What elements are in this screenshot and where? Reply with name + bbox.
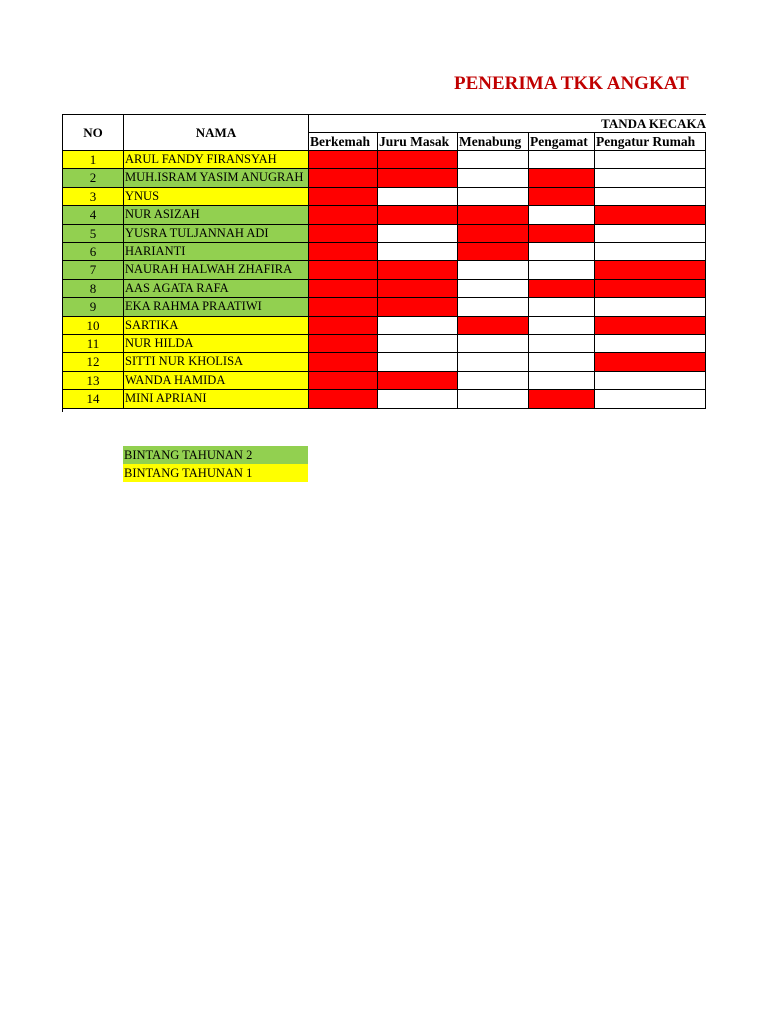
row-no: 8: [63, 280, 124, 298]
header-col: Menabung: [458, 133, 529, 151]
badge-empty-cell: [595, 390, 706, 409]
badge-empty-cell: [529, 298, 595, 317]
badge-earned-cell: [458, 243, 529, 261]
badge-earned-cell: [309, 188, 378, 206]
row-name: YNUS: [124, 188, 309, 206]
badge-empty-cell: [458, 151, 529, 169]
badge-empty-cell: [458, 188, 529, 206]
badge-empty-cell: [378, 317, 458, 335]
badge-empty-cell: [378, 225, 458, 243]
badge-earned-cell: [309, 298, 378, 317]
badge-empty-cell: [595, 151, 706, 169]
badge-earned-cell: [378, 261, 458, 280]
row-name: ARUL FANDY FIRANSYAH: [124, 151, 309, 169]
badge-empty-cell: [529, 317, 595, 335]
badge-earned-cell: [529, 188, 595, 206]
badge-earned-cell: [378, 280, 458, 298]
row-name: WANDA HAMIDA: [124, 372, 309, 390]
row-no: 1: [63, 151, 124, 169]
row-no: 2: [63, 169, 124, 188]
badge-earned-cell: [378, 298, 458, 317]
badge-earned-cell: [309, 169, 378, 188]
badge-empty-cell: [458, 298, 529, 317]
header-no: NO: [63, 115, 124, 151]
row-no: 4: [63, 206, 124, 225]
legend-item: BINTANG TAHUNAN 1: [123, 464, 308, 482]
badge-empty-cell: [529, 335, 595, 353]
badge-earned-cell: [309, 317, 378, 335]
badge-empty-cell: [595, 335, 706, 353]
badge-earned-cell: [529, 169, 595, 188]
badge-earned-cell: [529, 390, 595, 409]
row-no: 10: [63, 317, 124, 335]
row-no: 7: [63, 261, 124, 280]
badge-empty-cell: [458, 169, 529, 188]
badge-earned-cell: [378, 206, 458, 225]
row-no: 13: [63, 372, 124, 390]
badge-empty-cell: [529, 261, 595, 280]
badge-earned-cell: [595, 206, 706, 225]
badge-earned-cell: [309, 225, 378, 243]
header-nama: NAMA: [124, 115, 309, 151]
badge-empty-cell: [378, 335, 458, 353]
badge-earned-cell: [595, 353, 706, 372]
badge-empty-cell: [378, 353, 458, 372]
row-name: EKA RAHMA PRAATIWI: [124, 298, 309, 317]
row-no: 12: [63, 353, 124, 372]
row-no: 9: [63, 298, 124, 317]
badge-empty-cell: [378, 188, 458, 206]
row-name: NUR HILDA: [124, 335, 309, 353]
badge-empty-cell: [595, 372, 706, 390]
badge-earned-cell: [309, 390, 378, 409]
badge-empty-cell: [458, 335, 529, 353]
badge-earned-cell: [595, 317, 706, 335]
badge-earned-cell: [309, 280, 378, 298]
badge-empty-cell: [458, 390, 529, 409]
badge-empty-cell: [458, 280, 529, 298]
row-no: 5: [63, 225, 124, 243]
row-no: 6: [63, 243, 124, 261]
badge-empty-cell: [595, 298, 706, 317]
header-col: Pengamat: [529, 133, 595, 151]
row-name: HARIANTI: [124, 243, 309, 261]
header-col: Pengatur Rumah: [595, 133, 706, 151]
badge-earned-cell: [458, 317, 529, 335]
badge-earned-cell: [595, 280, 706, 298]
badge-empty-cell: [595, 169, 706, 188]
row-name: SITTI NUR KHOLISA: [124, 353, 309, 372]
badge-earned-cell: [309, 261, 378, 280]
badge-empty-cell: [595, 188, 706, 206]
badge-earned-cell: [309, 353, 378, 372]
badge-earned-cell: [309, 243, 378, 261]
badge-empty-cell: [529, 206, 595, 225]
row-no: 14: [63, 390, 124, 409]
header-group-label: TANDA KECAKA: [601, 116, 706, 131]
badge-earned-cell: [458, 206, 529, 225]
badge-empty-cell: [378, 243, 458, 261]
badge-empty-cell: [458, 353, 529, 372]
badge-earned-cell: [529, 280, 595, 298]
row-name: MUH.ISRAM YASIM ANUGRAH: [124, 169, 309, 188]
badge-empty-cell: [529, 372, 595, 390]
badge-earned-cell: [378, 169, 458, 188]
badge-earned-cell: [309, 372, 378, 390]
badge-earned-cell: [529, 225, 595, 243]
badge-empty-cell: [595, 243, 706, 261]
header-col: Berkemah: [309, 133, 378, 151]
row-name: NAURAH HALWAH ZHAFIRA: [124, 261, 309, 280]
page-title: PENERIMA TKK ANGKAT: [454, 73, 689, 94]
badge-empty-cell: [529, 243, 595, 261]
row-name: YUSRA TULJANNAH ADI: [124, 225, 309, 243]
badge-empty-cell: [458, 372, 529, 390]
row-name: MINI APRIANI: [124, 390, 309, 409]
row-no: 11: [63, 335, 124, 353]
legend-item: BINTANG TAHUNAN 2: [123, 446, 308, 464]
badge-earned-cell: [595, 261, 706, 280]
badge-empty-cell: [529, 151, 595, 169]
header-group: [309, 115, 706, 133]
badge-earned-cell: [309, 206, 378, 225]
badge-empty-cell: [378, 390, 458, 409]
badge-empty-cell: [458, 261, 529, 280]
badge-earned-cell: [309, 151, 378, 169]
row-name: NUR ASIZAH: [124, 206, 309, 225]
badge-earned-cell: [458, 225, 529, 243]
badge-empty-cell: [529, 353, 595, 372]
row-no: 3: [63, 188, 124, 206]
badge-empty-cell: [595, 225, 706, 243]
header-col: Juru Masak: [378, 133, 458, 151]
row-name: AAS AGATA RAFA: [124, 280, 309, 298]
badge-earned-cell: [378, 372, 458, 390]
recipient-table: [62, 114, 706, 412]
badge-earned-cell: [309, 335, 378, 353]
row-name: SARTIKA: [124, 317, 309, 335]
badge-earned-cell: [378, 151, 458, 169]
